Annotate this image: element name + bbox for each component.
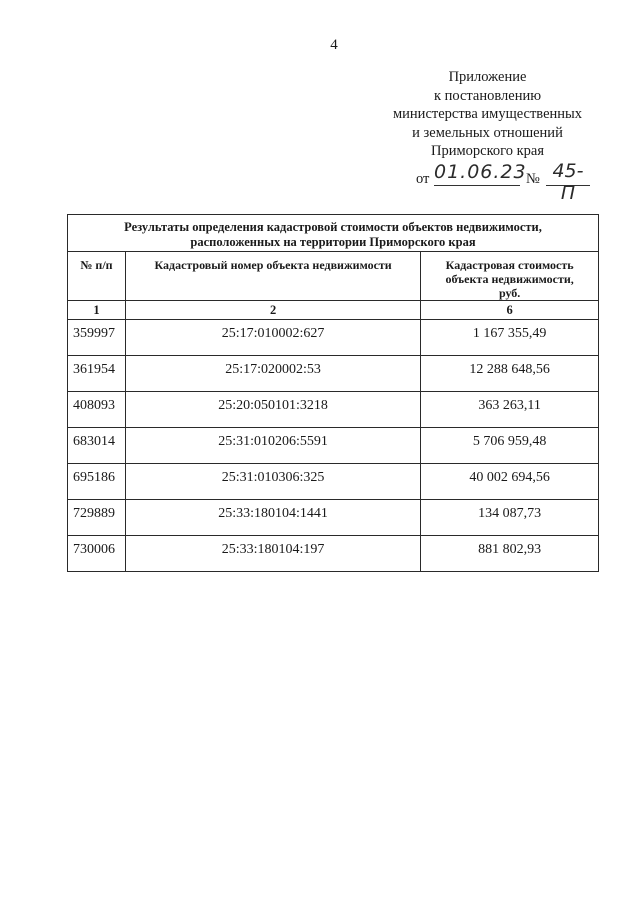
table-row bbox=[68, 536, 599, 572]
column-index: 6 bbox=[421, 301, 599, 320]
table-row bbox=[68, 356, 599, 392]
row-number: 408093 bbox=[68, 392, 126, 428]
cadastral-number: 25:31:010206:5591 bbox=[125, 428, 420, 464]
row-number: 359997 bbox=[68, 320, 126, 356]
appendix-line: к постановлению bbox=[433, 87, 542, 104]
table-row bbox=[68, 464, 599, 500]
row-number: 695186 bbox=[68, 464, 126, 500]
appendix-header bbox=[370, 68, 605, 161]
cadastral-number: 25:17:010002:627 bbox=[125, 320, 420, 356]
cadastral-number: 25:33:180104:1441 bbox=[125, 500, 420, 536]
appendix-line: Приложение bbox=[448, 69, 527, 85]
table-row bbox=[68, 320, 599, 356]
decree-date-number bbox=[416, 160, 616, 204]
table-row bbox=[68, 428, 599, 464]
cadastral-cost: 40 002 694,56 bbox=[421, 464, 599, 500]
appendix-line: министерства имущественных bbox=[392, 106, 583, 122]
cadastral-number: 25:17:020002:53 bbox=[125, 356, 420, 392]
table-caption-line: расположенных на территории Приморского края bbox=[190, 234, 476, 249]
row-number: 683014 bbox=[68, 428, 126, 464]
row-number: 729889 bbox=[68, 500, 126, 536]
column-index: 2 bbox=[125, 301, 420, 320]
cadastral-cost: 1 167 355,49 bbox=[421, 320, 599, 356]
column-index: 1 bbox=[68, 301, 126, 320]
cadastral-cost: 363 263,11 bbox=[421, 392, 599, 428]
cadastral-number: 25:33:180104:197 bbox=[125, 536, 420, 572]
cadastral-cost: 881 802,93 bbox=[421, 536, 599, 572]
decree-number: 45-П bbox=[546, 160, 590, 186]
cadastral-number: 25:20:050101:3218 bbox=[125, 392, 420, 428]
page-number: 4 bbox=[330, 37, 338, 53]
appendix-line: и земельных отношений bbox=[412, 124, 563, 141]
table-caption bbox=[68, 215, 599, 252]
table-caption-line: Результаты определения кадастровой стоимости объектов недвижимости, bbox=[124, 219, 542, 234]
row-number: 361954 bbox=[68, 356, 126, 392]
from-label: от bbox=[416, 171, 430, 187]
cadastral-cost: 5 706 959,48 bbox=[421, 428, 599, 464]
decree-date: 01.06.23 bbox=[434, 161, 520, 186]
table-row bbox=[68, 392, 599, 428]
cadastral-number: 25:31:010306:325 bbox=[125, 464, 420, 500]
table-row bbox=[68, 500, 599, 536]
row-number: 730006 bbox=[68, 536, 126, 572]
cadastral-cost: 12 288 648,56 bbox=[421, 356, 599, 392]
header-num: № п/п bbox=[68, 252, 126, 301]
header-cadastral: Кадастровый номер объекта недвижимости bbox=[125, 252, 420, 301]
results-table bbox=[67, 214, 599, 572]
cadastral-cost: 134 087,73 bbox=[421, 500, 599, 536]
number-label: № bbox=[526, 171, 540, 187]
appendix-line: Приморского края bbox=[430, 143, 544, 159]
header-cost: Кадастровая стоимость объекта недвижимости, руб. bbox=[421, 252, 599, 301]
